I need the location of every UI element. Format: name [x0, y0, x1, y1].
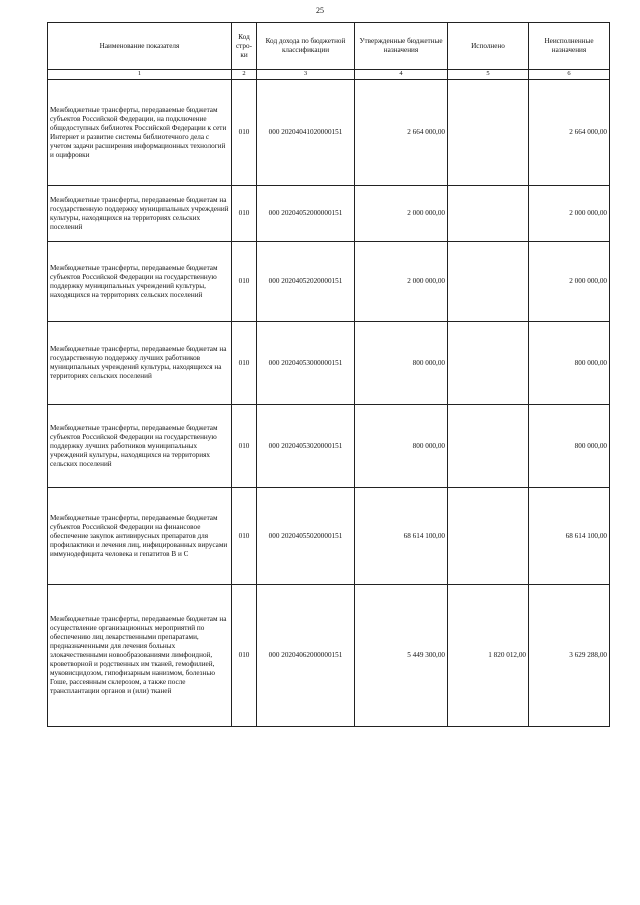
column-number: 2	[232, 70, 257, 80]
header-row	[48, 23, 610, 70]
approved-amount: 800 000,00	[355, 405, 448, 488]
unexecuted-amount: 3 629 288,00	[529, 585, 610, 727]
approved-amount: 2 000 000,00	[355, 186, 448, 242]
executed-amount	[448, 186, 529, 242]
line-code: 010	[232, 242, 257, 322]
executed-amount: 1 820 012,00	[448, 585, 529, 727]
indicator-name: Межбюджетные трансферты, передаваемые бюджетам на государственную поддержку муниципальных учреждений культуры, находящихся на территориях сельских поселений	[48, 186, 232, 242]
indicator-name: Межбюджетные трансферты, передаваемые бюджетам субъектов Российской Федерации на финансовое обеспечение закупок антивирусных препаратов для профилактики и лечения лиц, инфицированных вирусами иммунодефицита человека и гепатитов B и C	[48, 488, 232, 585]
indicator-name: Межбюджетные трансферты, передаваемые бюджетам на государственную поддержку лучших работников муниципальных учреждений культуры, находящихся на территориях сельских поселений	[48, 322, 232, 405]
income-code: 000 20204055020000151	[257, 488, 355, 585]
budget-execution-table	[47, 22, 610, 727]
indicator-name: Межбюджетные трансферты, передаваемые бюджетам на осуществление организационных мероприятий по обеспечению лиц лекарственными препаратами, предназначенными для лечения больных злокачественными новообразованиями лимфоидной, кроветворной и родственных им тканей, гемофилией, муковисцидозом, гипофизарным нанизмом, болезнью Гоше, рассеянным склерозом, а также после трансплантации органов и (или) тканей	[48, 585, 232, 727]
page-number: 25	[316, 6, 324, 15]
indicator-name: Межбюджетные трансферты, передаваемые бюджетам субъектов Российской Федерации, на подключение общедоступных библиотек Российской Федерации к сети Интернет и развитие системы библиотечного дела с учетом задачи расширения информационных технологий и оцифровки	[48, 80, 232, 186]
header-approved: Утвержденные бюджетные назначения	[355, 23, 448, 70]
income-code: 000 20204062000000151	[257, 585, 355, 727]
header-executed: Исполнено	[448, 23, 529, 70]
header-indicator-name: Наименование показателя	[48, 23, 232, 70]
income-code: 000 20204052020000151	[257, 242, 355, 322]
approved-amount: 68 614 100,00	[355, 488, 448, 585]
executed-amount	[448, 242, 529, 322]
unexecuted-amount: 68 614 100,00	[529, 488, 610, 585]
column-number: 4	[355, 70, 448, 80]
line-code: 010	[232, 80, 257, 186]
table-row	[48, 322, 610, 405]
unexecuted-amount: 2 664 000,00	[529, 80, 610, 186]
approved-amount: 2 000 000,00	[355, 242, 448, 322]
table-row	[48, 80, 610, 186]
income-code: 000 20204053020000151	[257, 405, 355, 488]
unexecuted-amount: 800 000,00	[529, 322, 610, 405]
line-code: 010	[232, 405, 257, 488]
table-row	[48, 585, 610, 727]
table-row	[48, 242, 610, 322]
column-number: 6	[529, 70, 610, 80]
income-code: 000 20204052000000151	[257, 186, 355, 242]
column-number: 5	[448, 70, 529, 80]
header-line-code: Код стро-ки	[232, 23, 257, 70]
indicator-name: Межбюджетные трансферты, передаваемые бюджетам субъектов Российской Федерации на государственную поддержку муниципальных учреждений культуры, находящихся на территориях сельских поселений	[48, 242, 232, 322]
executed-amount	[448, 80, 529, 186]
income-code: 000 20204041020000151	[257, 80, 355, 186]
unexecuted-amount: 800 000,00	[529, 405, 610, 488]
line-code: 010	[232, 585, 257, 727]
approved-amount: 2 664 000,00	[355, 80, 448, 186]
header-unexecuted: Неисполненные назначения	[529, 23, 610, 70]
column-number-row	[48, 70, 610, 80]
table-row	[48, 186, 610, 242]
table-row	[48, 488, 610, 585]
column-number: 3	[257, 70, 355, 80]
column-number: 1	[48, 70, 232, 80]
income-code: 000 20204053000000151	[257, 322, 355, 405]
line-code: 010	[232, 488, 257, 585]
indicator-name: Межбюджетные трансферты, передаваемые бюджетам субъектов Российской Федерации на государственную поддержку лучших работников муниципальных учреждений культуры, находящихся на территориях сельских поселений	[48, 405, 232, 488]
line-code: 010	[232, 322, 257, 405]
header-income-code: Код дохода по бюджетной классификации	[257, 23, 355, 70]
unexecuted-amount: 2 000 000,00	[529, 186, 610, 242]
line-code: 010	[232, 186, 257, 242]
executed-amount	[448, 322, 529, 405]
unexecuted-amount: 2 000 000,00	[529, 242, 610, 322]
executed-amount	[448, 488, 529, 585]
table-row	[48, 405, 610, 488]
executed-amount	[448, 405, 529, 488]
approved-amount: 5 449 300,00	[355, 585, 448, 727]
approved-amount: 800 000,00	[355, 322, 448, 405]
